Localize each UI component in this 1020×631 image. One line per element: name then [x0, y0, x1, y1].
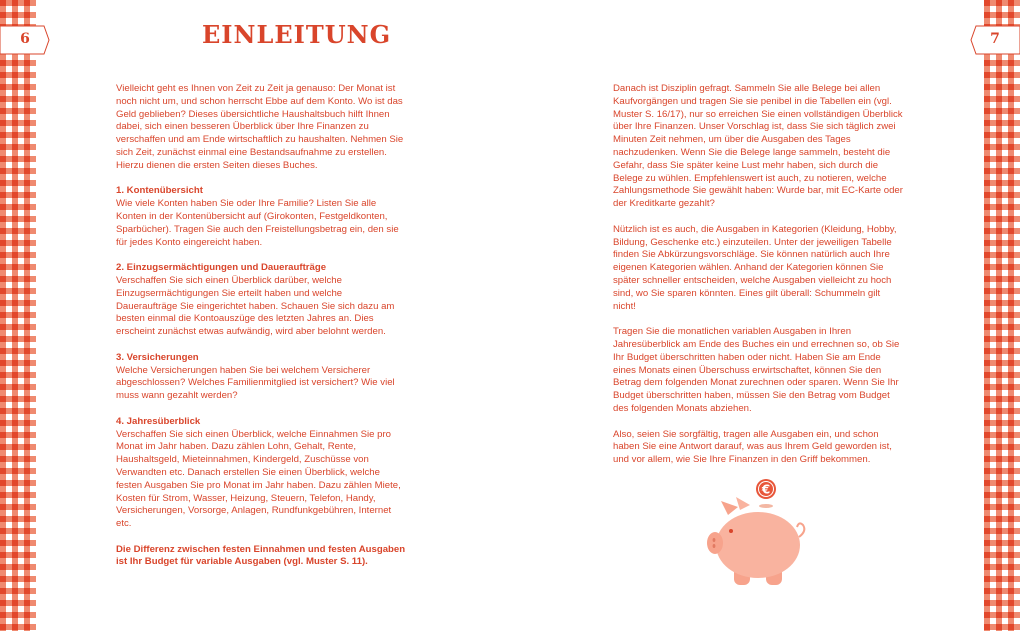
section-heading: 1. Kontenübersicht	[116, 185, 203, 197]
section-heading: 2. Einzugsermächtigungen und Daueraufträge	[116, 262, 327, 274]
page-title: EINLEITUNG	[202, 20, 392, 49]
section-text: Verschaffen Sie sich einen Überblick darüber, welche Einzugsermächtigungen Sie erteilt haben und welche Daueraufträge Sie eingerichtet haben. Schauen Sie sich dazu am besten einmal die Kontoauszüge des letzten Jahres an. Dies erscheint zunächst etwas aufwändig, wird aber belohnt werden.	[116, 274, 395, 338]
budget-note: Die Differenz zwischen festen Einnahmen und festen Ausgaben ist Ihr Budget für variable Ausgaben (vgl. Muster S. 11).	[116, 543, 406, 568]
page-number-left: 6	[20, 31, 30, 47]
body-paragraph: Tragen Sie die monatlichen variablen Ausgaben in Ihren Jahresüberblick am Ende des Buches ein und errechnen so, ob Sie Ihr Budget überschritten haben oder nicht. Haben Sie am Ende eines Monats einen Überschuss erwirtschaftet, können Sie den Betrag dem folgenden Monat zurechnen oder sparen. Wenn Sie Ihr Budget überschritten haben, müssen Sie den Betrag vom Budget des folgenden Monats abziehen.	[613, 326, 900, 414]
euro-coin-icon	[756, 479, 776, 499]
section-text: Welche Versicherungen haben Sie bei welchem Versicherer abgeschlossen? Welches Familienmitglied ist versichert? Wie viel muss wann gezahlt werden?	[116, 364, 395, 402]
page-number-badge-right	[970, 25, 1020, 55]
right-column	[613, 83, 903, 467]
intro-paragraph: Vielleicht geht es Ihnen von Zeit zu Zeit ja genauso: Der Monat ist noch nicht um, und schon herrscht Ebbe auf dem Konto. Wo ist das Geld geblieben? Dieses übersichtliche Haushaltsbuch hilft Ihnen dabei, sich einen besseren Überblick über Ihre Finanzen zu verschaffen und am Ende wirtschaftlich zu haushalten. Nehmen Sie sich Zeit, zunächst einmal eine Bestandsaufnahme zu erstellen. Hierzu dienen die ersten Seiten dieses Buches.	[116, 83, 404, 171]
left-column	[116, 83, 406, 569]
page-number-right: 7	[990, 31, 1000, 47]
body-paragraph: Nützlich ist es auch, die Ausgaben in Kategorien (Kleidung, Hobby, Bildung, Geschenke etc.) einzuteilen. Unter der jeweiligen Tabelle finden Sie Abkürzungsvorschläge. Sie können natürlich auch Ihre eigenen Kategorien wählen. Anhand der Kategorien können Sie später schneller entscheiden, welche Ausgaben vielleicht zu hoch sind, wo Sie sparen könnten. Eines gilt überall: Schummeln gilt nicht!	[613, 223, 897, 312]
gingham-border-left	[0, 0, 36, 631]
section-text: Verschaffen Sie sich einen Überblick, welche Einnahmen Sie pro Monat im Jahr haben. Dazu zählen Lohn, Gehalt, Rente, Haushaltsgeld, Mieteinnahmen, Kindergeld, Zuschüsse von Verwandten etc. Danach erstellen Sie einen Überblick, welche festen Ausgaben Sie pro Monat im Jahr haben. Dazu zählen Miete, Kosten für Strom, Wasser, Heizung, Steuern, Telefon, Handy, Versicherungen, Vorsorge, Anlagen, Rundfunkgebühren, Internet etc.	[116, 428, 401, 530]
body-paragraph: Danach ist Disziplin gefragt. Sammeln Sie alle Belege bei allen Kaufvorgängen und tragen Sie sie penibel in die Tabellen ein (vgl. Muster S. 16/17), nur so erreichen Sie einen vollständigen Überblick über Ihre Finanzen. Unser Vorschlag ist, dass Sie sich täglich zwei Minuten Zeit nehmen, um über die Ausgaben des Tages nachzudenken. Wenn Sie die Belege lange sammeln, besteht die Gefahr, dass Sie später keine Lust mehr haben, sich durch die Belege zu wühlen. Empfehlenswert ist auch, zu notieren, welche Zahlungsmethode Sie gewählt haben: Wurde bar, mit EC-Karte oder der Kreditkarte gezahlt?	[613, 83, 903, 210]
section-heading: 3. Versicherungen	[116, 351, 199, 363]
piggy-bank-illustration	[700, 475, 820, 595]
section-heading: 4. Jahresüberblick	[116, 415, 201, 427]
body-paragraph: Also, seien Sie sorgfältig, tragen alle Ausgaben ein, und schon haben Sie eine Antwort darauf, was aus Ihrem Geld geworden ist, und vor allem, wie Sie Ihre Finanzen in den Griff bekommen.	[613, 428, 892, 466]
page-number-badge-left	[0, 25, 50, 55]
svg-text:€: €	[761, 482, 771, 497]
section-text: Wie viele Konten haben Sie oder Ihre Familie? Listen Sie alle Konten in der Kontenübersicht auf (Girokonten, Festgeldkonten, Sparbücher). Tragen Sie auch den Freistellungsbetrag ein, den sie für jedes Konto eingereicht haben.	[116, 198, 399, 248]
gingham-border-right	[984, 0, 1020, 631]
